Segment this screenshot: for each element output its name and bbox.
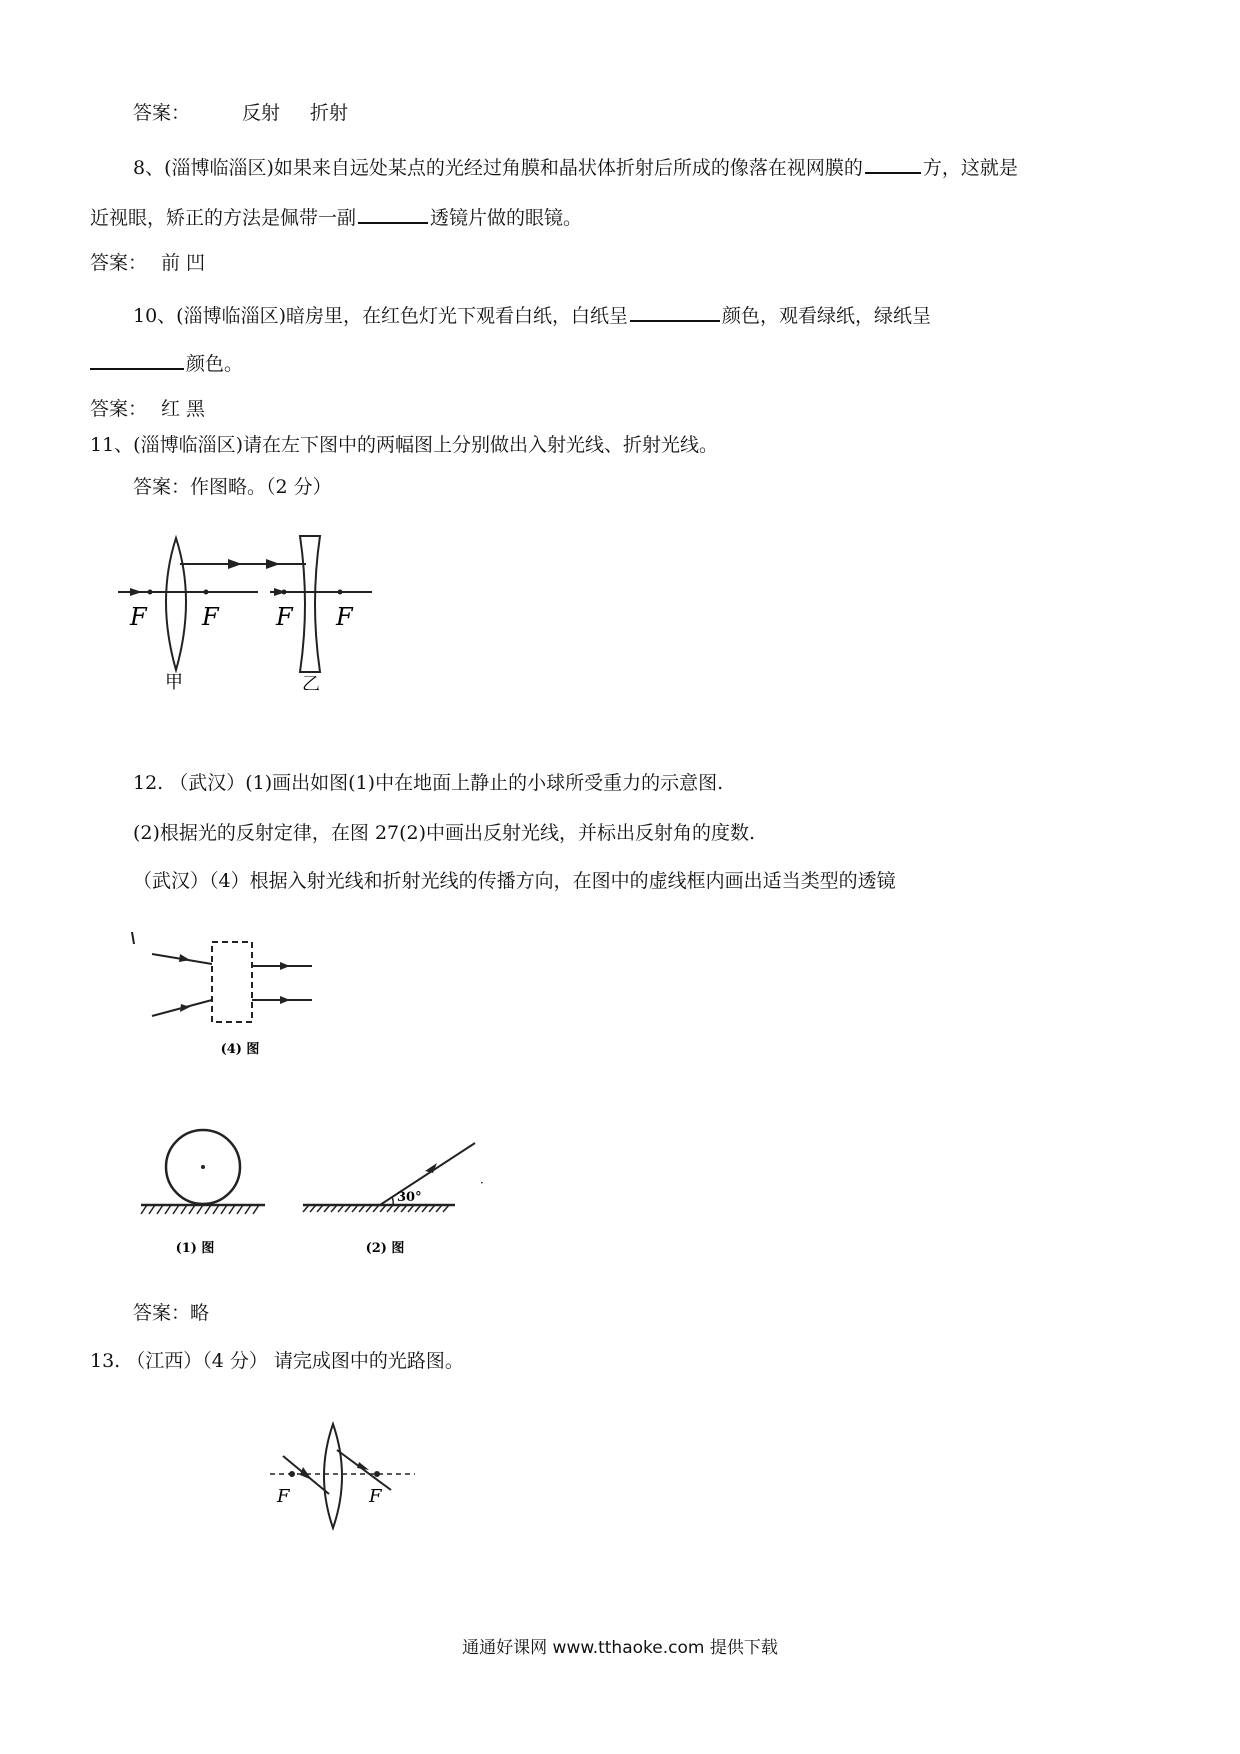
- q10-text-2: 颜色，观看绿纸，绿纸呈: [722, 305, 932, 327]
- question-12-part-1: 12. （武汉）(1)画出如图(1)中在地面上静止的小球所受重力的示意图.: [133, 772, 724, 794]
- dashed-box: [212, 942, 252, 1022]
- answer-label: 答案：: [133, 102, 191, 124]
- answer-value: 前 凹: [161, 252, 206, 274]
- figure-12-1-2: [135, 1125, 505, 1265]
- focus-label: F: [336, 603, 353, 631]
- q8-text-2: 方，这就是: [922, 157, 1018, 179]
- focus-label: F: [277, 1486, 290, 1507]
- blank: [630, 302, 720, 322]
- question-8-line-1: [133, 154, 1018, 178]
- blank: [865, 154, 921, 174]
- arrow: [228, 559, 242, 569]
- concave-lens: [300, 536, 320, 672]
- q8-text-3: 近视眼，矫正的方法是佩带一副: [90, 207, 357, 229]
- question-12-part-2: (2)根据光的反射定律，在图 27(2)中画出反射光线，并标出反射角的度数.: [133, 822, 756, 844]
- angle-label: 30°: [397, 1190, 422, 1205]
- answer-7: [133, 104, 348, 123]
- convex-lens: [166, 538, 186, 670]
- question-10-line-1: [133, 302, 931, 326]
- answer-10: [90, 400, 205, 419]
- focal-point: [282, 590, 287, 595]
- figure-1-label: (1) 图: [175, 1241, 215, 1256]
- answer-12: 答案：略: [133, 1302, 210, 1324]
- answer-value: 红 黑: [161, 398, 206, 420]
- lens-figure-11: [110, 530, 430, 690]
- answer-11: 答案：作图略。（2 分）: [133, 476, 332, 498]
- answer-value-2: 折射: [310, 102, 349, 124]
- question-8-line-2: [90, 204, 582, 228]
- blank: [358, 204, 428, 224]
- refracted-ray: [337, 1450, 391, 1490]
- question-12-part-4: （武汉）（4）根据入射光线和折射光线的传播方向，在图中的虚线框内画出适当类型的透镜: [133, 870, 896, 892]
- footer: 通通好课网 www.tthaoke.com 提供下载: [462, 1638, 778, 1658]
- svg-text:·: ·: [480, 1176, 484, 1190]
- blank: [90, 350, 184, 370]
- focal-point: [289, 1471, 295, 1477]
- answer-label: 答案：: [90, 398, 148, 420]
- figure-12-4: [130, 930, 330, 1060]
- arrow: [266, 559, 280, 569]
- question-10-line-2: [90, 350, 243, 374]
- convex-lens: [324, 1424, 342, 1528]
- focus-label: F: [130, 603, 147, 631]
- q10-text-1: 10、(淄博临淄区)暗房里，在红色灯光下观看白纸，白纸呈: [133, 305, 629, 327]
- focal-point: [374, 1471, 380, 1477]
- focus-label: F: [276, 603, 293, 631]
- focus-label: F: [202, 603, 219, 631]
- focal-point: [148, 590, 153, 595]
- q10-text-3: 颜色。: [186, 353, 244, 375]
- figure-13: [265, 1420, 435, 1540]
- answer-label: 答案：: [90, 252, 148, 274]
- question-11: 11、(淄博临淄区)请在左下图中的两幅图上分别做出入射光线、折射光线。: [90, 434, 719, 456]
- arrow: [130, 588, 142, 596]
- incident-ray: [380, 1143, 475, 1205]
- focal-point: [338, 590, 343, 595]
- figure-4-label: (4) 图: [220, 1042, 260, 1057]
- figure-label-yi: 乙: [302, 674, 320, 690]
- focal-point: [204, 590, 209, 595]
- q8-text-4: 透镜片做的眼镜。: [430, 207, 583, 229]
- figure-2-label: (2) 图: [365, 1241, 405, 1256]
- answer-value-1: 反射: [242, 102, 281, 124]
- answer-8: [90, 254, 205, 273]
- focus-label: F: [369, 1486, 382, 1507]
- q8-text-1: 8、(淄博临淄区)如果来自远处某点的光经过角膜和晶状体折射后所成的像落在视网膜的: [133, 157, 863, 179]
- question-13: 13. （江西）（4 分） 请完成图中的光路图。: [90, 1350, 464, 1372]
- figure-label-jia: 甲: [165, 672, 183, 690]
